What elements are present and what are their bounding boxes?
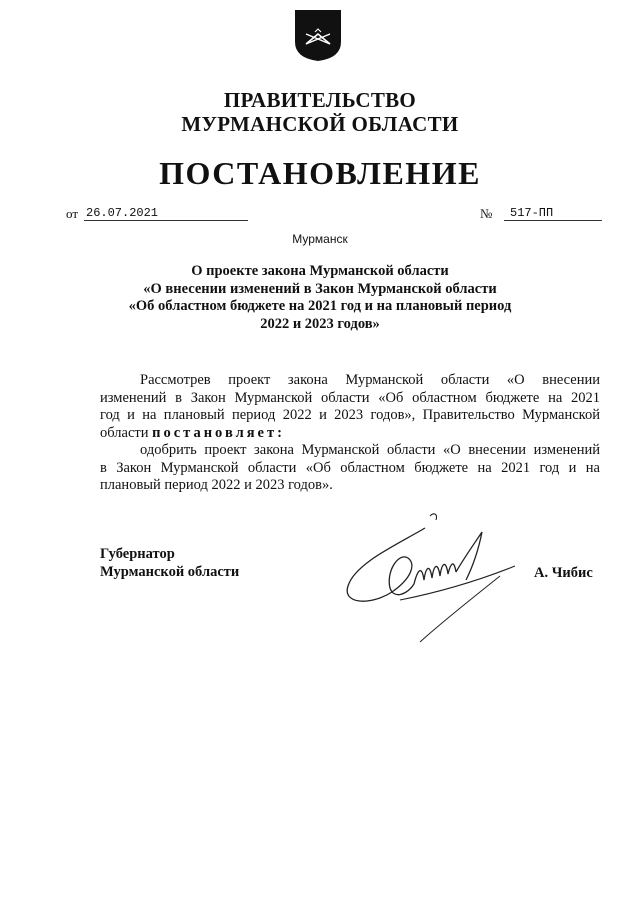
body-line: Рассмотрев проект закона Мурманской области «О внесении xyxy=(140,372,600,388)
org-name-line1: ПРАВИТЕЛЬСТВО xyxy=(223,88,417,112)
resolves-keyword: постановляет: xyxy=(152,424,285,441)
document-type-title: ПОСТАНОВЛЕНИЕ xyxy=(159,155,481,191)
subject-line: О проекте закона Мурманской области xyxy=(191,263,449,279)
org-name-line2: МУРМАНСКОЙ ОБЛАСТИ xyxy=(181,112,459,136)
subject-line: «О внесении изменений в Закон Мурманской области xyxy=(143,280,497,297)
document-subject xyxy=(100,263,540,333)
signatory-role-line1: Губернатор xyxy=(100,546,175,562)
signatory-role-line2: Мурманской области xyxy=(100,564,240,580)
body-line xyxy=(100,425,600,443)
city: Мурманск xyxy=(292,232,348,246)
body-paragraph-preamble xyxy=(100,372,600,442)
body-line: плановый период 2022 и 2023 годов». xyxy=(100,477,333,493)
body-line: в Закон Мурманской области «Об областном бюджете на 2021 год и на xyxy=(100,459,600,476)
document-date: 26.07.2021 xyxy=(84,206,248,221)
number-prefix: № xyxy=(480,206,493,221)
coat-of-arms-icon xyxy=(293,8,343,62)
subject-line: 2022 и 2023 годов» xyxy=(260,315,380,332)
body-line: одобрить проект закона Мурманской области «О внесении изменений xyxy=(140,442,600,458)
body-paragraph-decision xyxy=(100,442,600,495)
body-line-start: области xyxy=(100,424,149,441)
body-line: год и на плановый период 2022 и 2023 годов», Правительство Мурманской xyxy=(100,407,600,423)
body-line: изменений в Закон Мурманской области «Об областном бюджете на 2021 xyxy=(100,389,600,406)
signatory-name: А. Чибис xyxy=(534,565,593,581)
subject-line: «Об областном бюджете на 2021 год и на плановый период xyxy=(128,298,512,314)
signatory-role xyxy=(100,545,239,581)
handwritten-signature xyxy=(330,508,530,658)
document-number: 517-ПП xyxy=(504,206,602,221)
date-number-line xyxy=(66,206,596,226)
date-prefix: от xyxy=(66,206,79,221)
